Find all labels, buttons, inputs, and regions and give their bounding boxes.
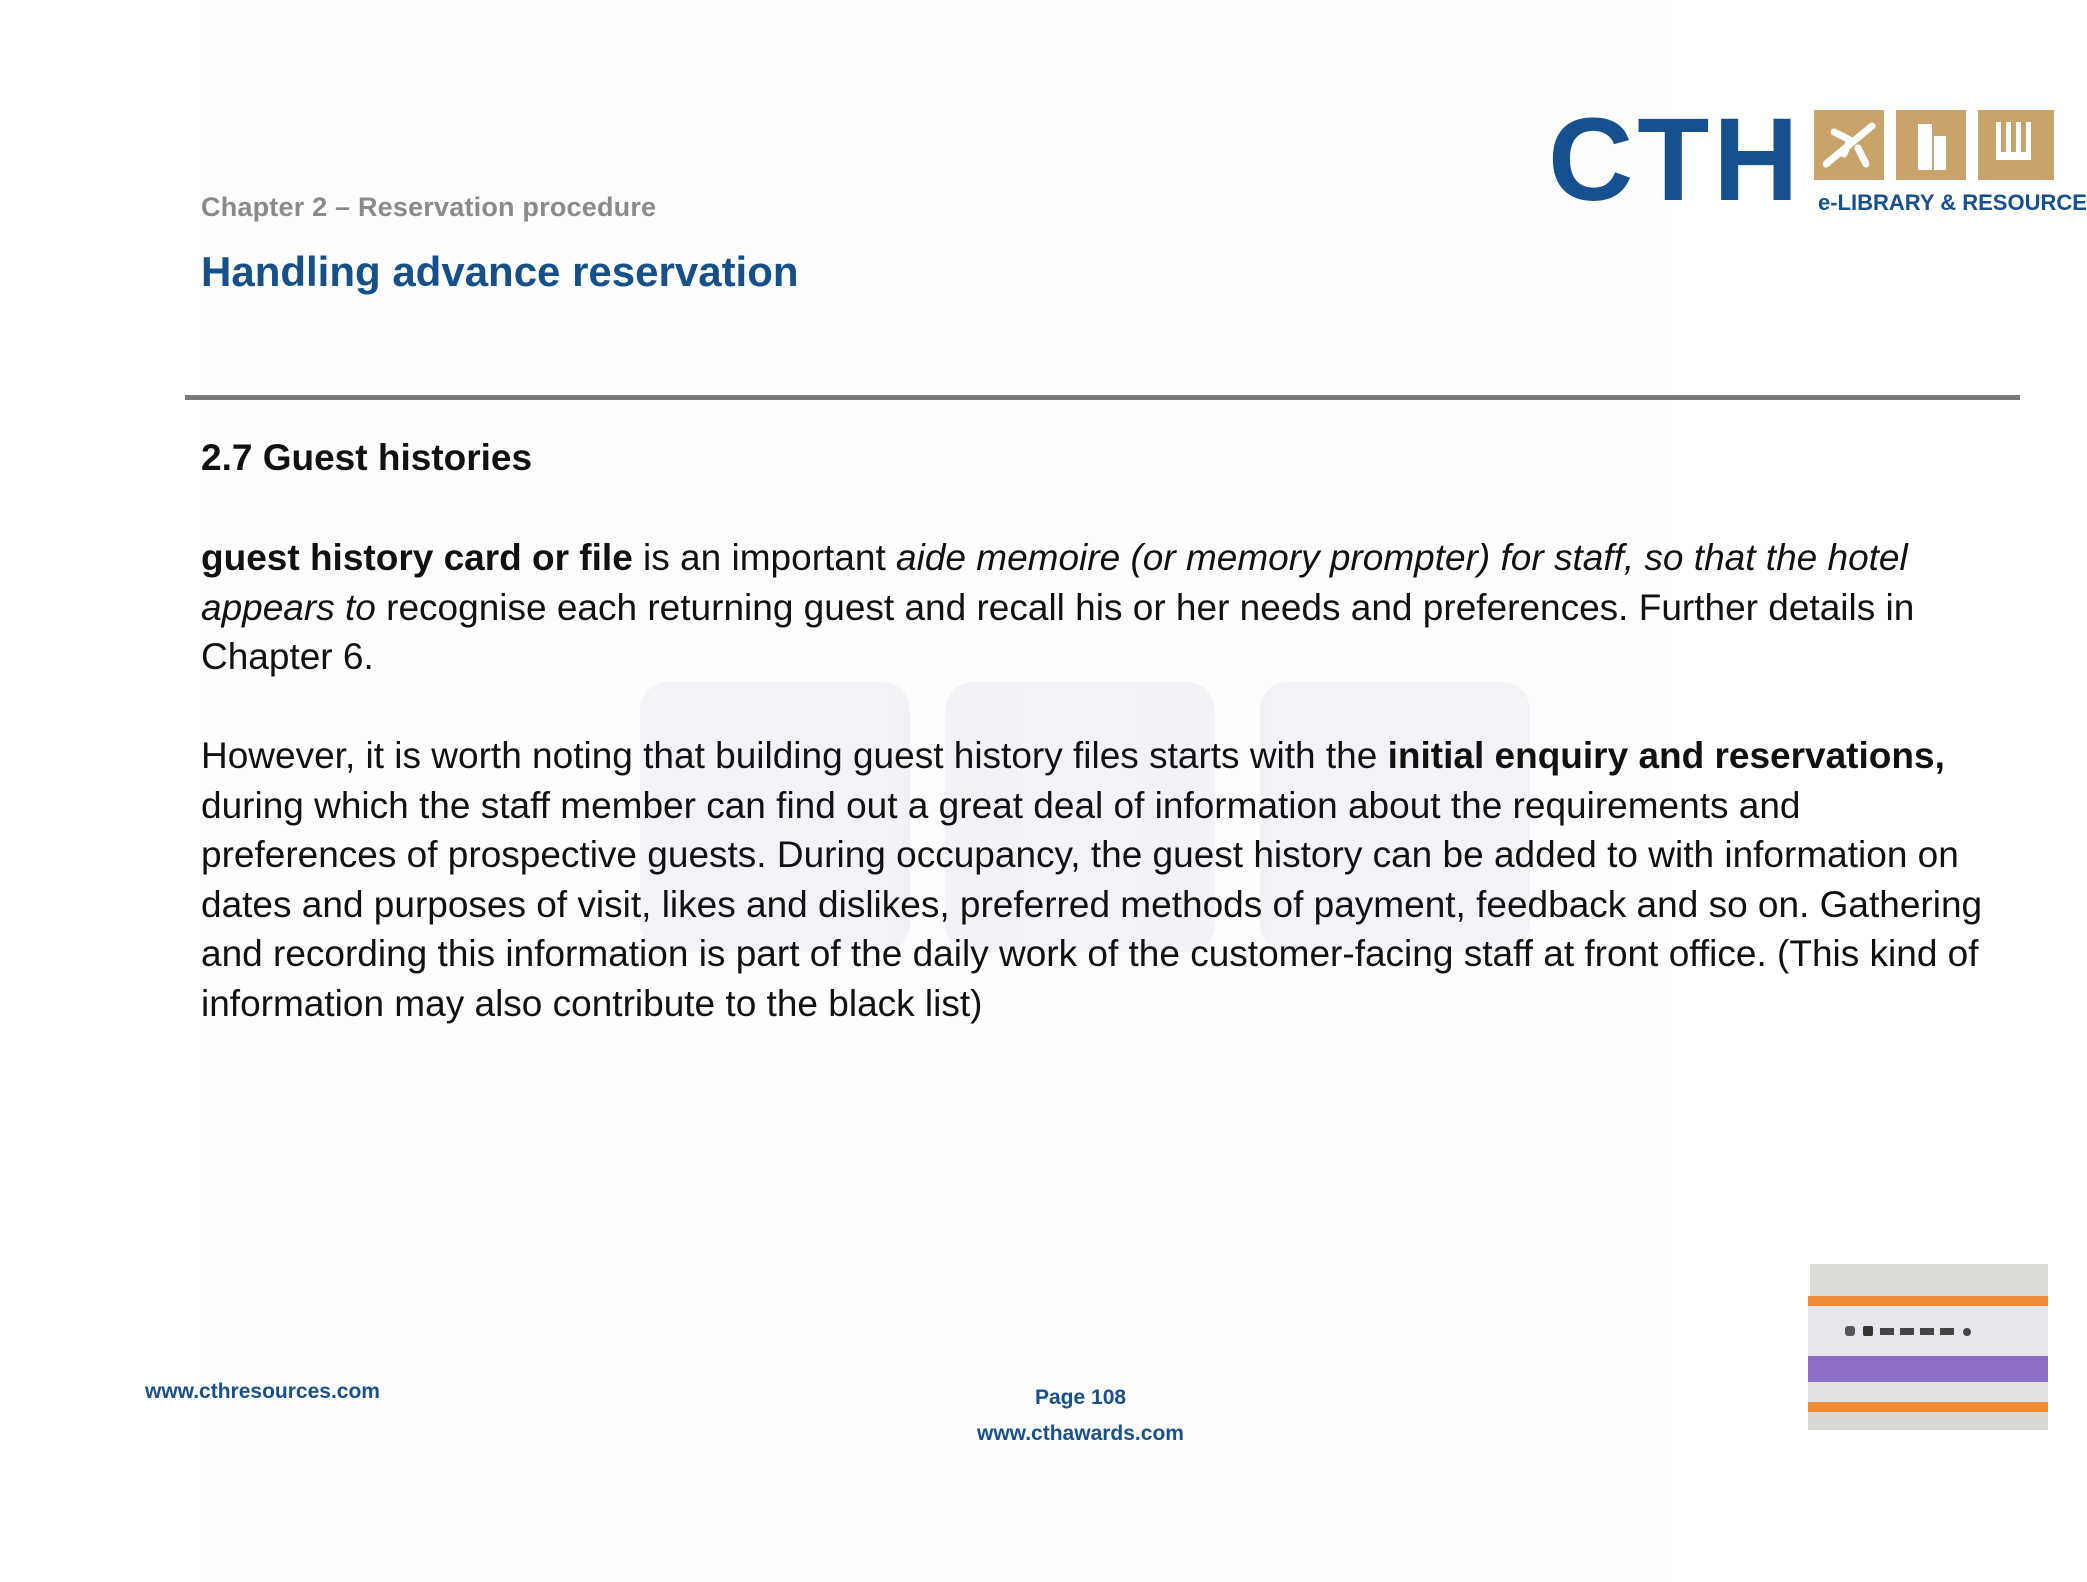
footer-link-awards[interactable]: www.cthawards.com xyxy=(977,1422,1184,1445)
paragraph-building-histories xyxy=(201,731,2001,1029)
device-image xyxy=(1800,1262,2048,1432)
airplane-icon xyxy=(1814,110,1884,180)
paragraph-text: However, it is worth noting that building guest history files starts with the xyxy=(201,735,1388,776)
footer-link-resources[interactable]: www.cthresources.com xyxy=(145,1380,380,1403)
logo-text: CTH xyxy=(1548,94,1803,226)
chapter-label: Chapter 2 – Reservation procedure xyxy=(201,192,657,222)
paragraph-text: recognise each returning guest and recall his or her needs and preferences. Further details in Chapter 6. xyxy=(201,586,1915,678)
paragraph-text: during which the staff member can find out a great deal of information about the requirements and preferences of prospective guests. During occupancy, the guest history can be added to with information on dates and purposes of visit, likes and dislikes, preferred methods of payment, feedback and so on. Gathering and recording this information is part of the daily work of the customer-facing staff at front office. (This kind of information may also contribute to the black list) xyxy=(201,784,1983,1024)
page-number: Page 108 xyxy=(1035,1386,1127,1409)
fork-icon xyxy=(1978,110,2054,180)
page-title: Handling advance reservation xyxy=(201,248,799,295)
italic-text: aide memoire (or memory prompter) for staff, so that the hotel appears to xyxy=(201,537,1908,628)
building-icon xyxy=(1896,110,1966,180)
logo-subtitle: e-LIBRARY & RESOURCE xyxy=(1818,190,2087,215)
bold-term: initial enquiry and reservations, xyxy=(1387,735,1945,776)
cth-logo xyxy=(1548,94,2087,226)
paragraph-text: is an important xyxy=(632,537,897,578)
bold-term: guest history card or file xyxy=(201,537,633,578)
section-heading: 2.7 Guest histories xyxy=(201,437,533,478)
paragraph-guest-history-card xyxy=(201,533,2001,682)
horizontal-divider xyxy=(185,395,2020,400)
logo-tiles xyxy=(1814,110,2054,180)
